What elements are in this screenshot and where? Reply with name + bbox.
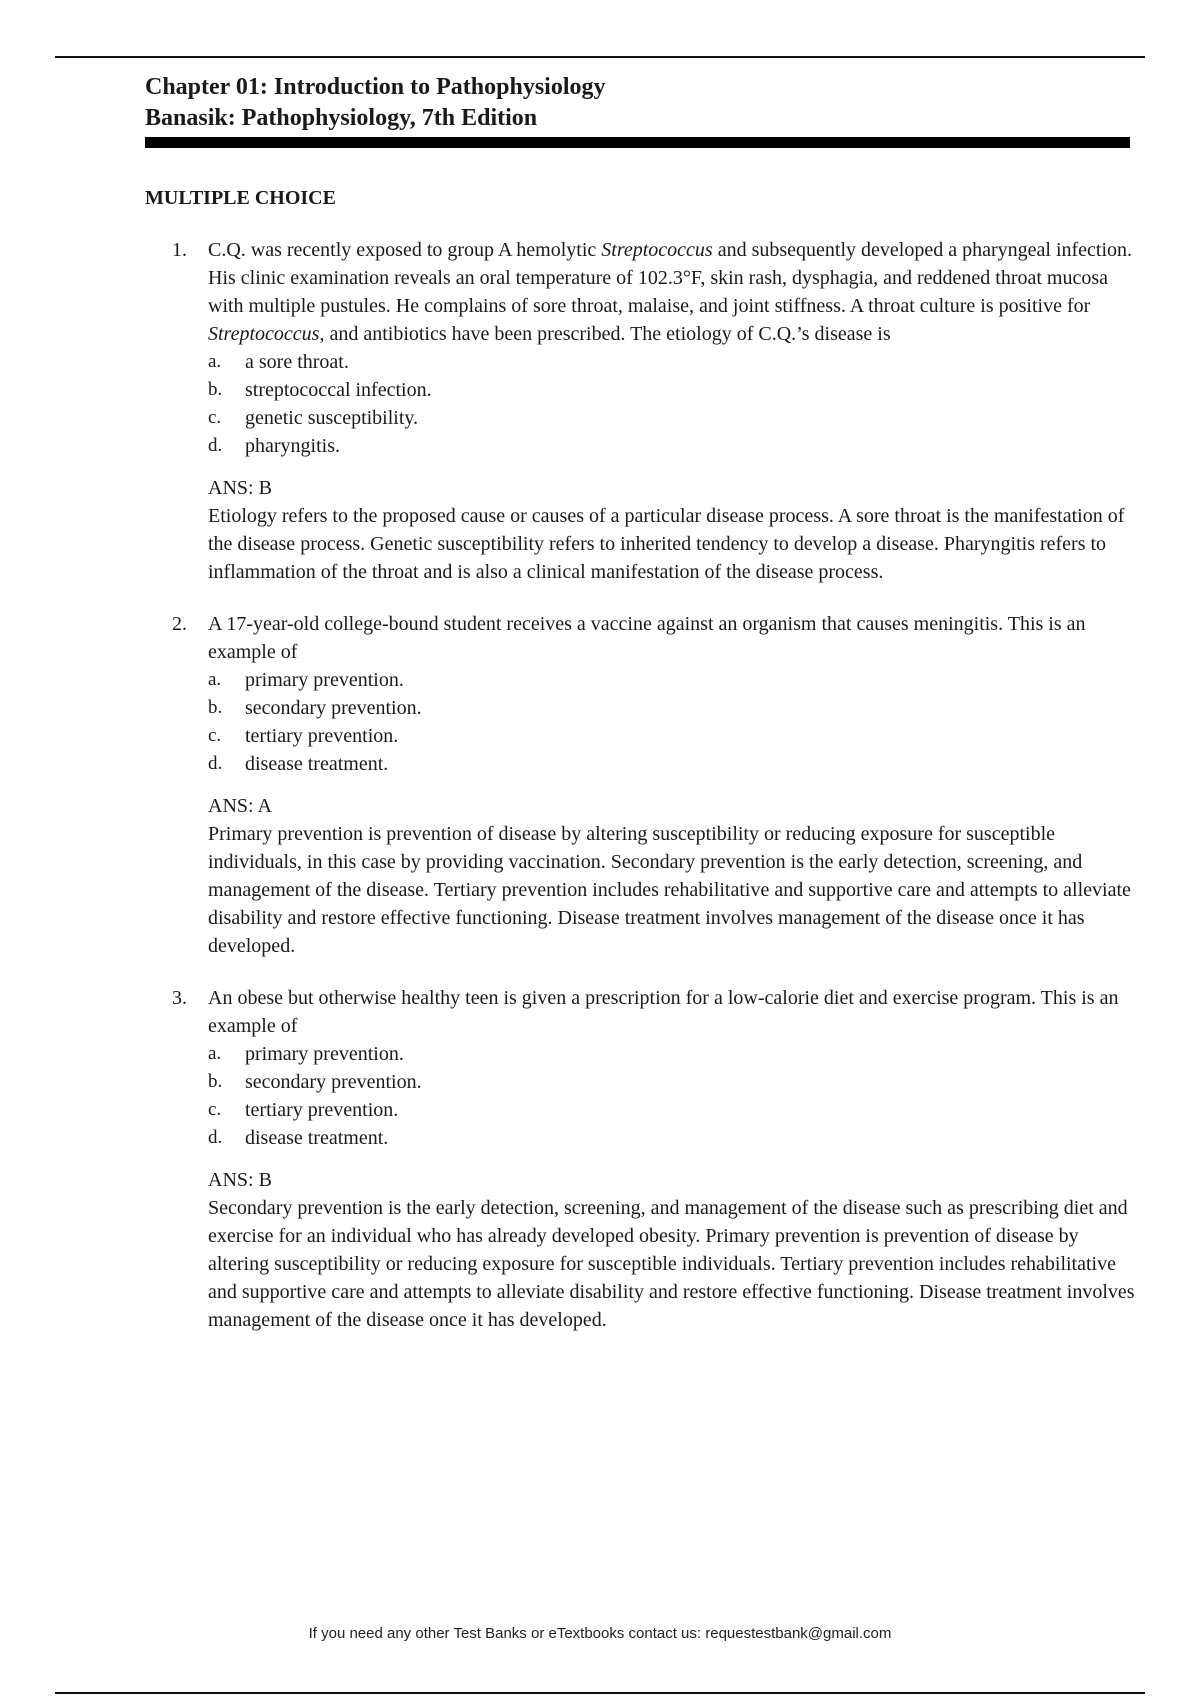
question-2	[145, 610, 1135, 960]
question-number: 1.	[172, 239, 187, 261]
option-list	[145, 348, 1135, 460]
option-text: streptococcal infection.	[245, 379, 432, 401]
answer-key: ANS: B	[208, 1169, 272, 1191]
option-d	[145, 432, 1135, 460]
stem-organism-italic: Streptococcus	[208, 323, 320, 345]
option-letter: c.	[208, 407, 222, 428]
section-title: MULTIPLE CHOICE	[145, 187, 336, 209]
option-b	[145, 1068, 1135, 1096]
question-stem	[145, 236, 1135, 348]
stem-text: , and antibiotics have been prescribed. The etiology of C.Q.’s disease is	[319, 323, 891, 345]
option-c	[145, 722, 1135, 750]
rationale: Secondary prevention is the early detection, screening, and management of the disease such as prescribing diet and exercise for an individual who has already developed obesity. Primary prevention is prevention of disease by altering susceptibility or reducing exposure for susceptible individuals. Tertiary prevention includes rehabilitative and supportive care and attempts to alleviate disability and restore effective functioning. Disease treatment involves management of the disease once it has developed.	[208, 1197, 1135, 1331]
option-letter: b.	[208, 1071, 223, 1092]
chapter-title: Chapter 01: Introduction to Pathophysiology	[145, 74, 606, 100]
rationale: Primary prevention is prevention of disease by altering susceptibility or reducing exposure for susceptible individuals, in this case by providing vaccination. Secondary prevention is the early detection, screening, and management of the disease. Tertiary prevention includes rehabilitative and supportive care and attempts to alleviate disability and restore effective functioning. Disease treatment involves management of the disease once it has developed.	[208, 823, 1131, 957]
footer-note: If you need any other Test Banks or eTextbooks contact us: requestestbank@gmail.com	[308, 1625, 892, 1642]
option-text: tertiary prevention.	[245, 1099, 399, 1121]
option-text: secondary prevention.	[245, 1071, 422, 1093]
stem-text: and subsequently developed a pharyngeal infection. His clinic examination reveals an oral temperature of 102.3°F, skin rash, dysphagia, and reddened throat mucosa with multiple pustules. He complains of sore throat, malaise, and joint stiffness. A throat culture is positive for	[208, 239, 1133, 317]
question-stem	[145, 984, 1135, 1040]
option-b	[145, 376, 1135, 404]
question-list	[145, 236, 1135, 1358]
option-a	[145, 1040, 1135, 1068]
option-d	[145, 1124, 1135, 1152]
stem-text: An obese but otherwise healthy teen is given a prescription for a low-calorie diet and exercise program. This is an example of	[208, 987, 1119, 1037]
option-text: primary prevention.	[245, 1043, 404, 1065]
question-number: 2.	[172, 613, 187, 635]
stem-text: A 17-year-old college-bound student receives a vaccine against an organism that causes meningitis. This is an example of	[208, 613, 1086, 663]
question-number: 3.	[172, 987, 187, 1009]
option-text: disease treatment.	[245, 753, 389, 775]
option-text: a sore throat.	[245, 351, 349, 373]
top-rule	[55, 56, 1145, 58]
option-letter: a.	[208, 351, 222, 372]
option-letter: b.	[208, 379, 223, 400]
option-letter: a.	[208, 1043, 222, 1064]
answer-key: ANS: B	[208, 477, 272, 499]
bottom-rule	[55, 1692, 1145, 1694]
option-text: tertiary prevention.	[245, 725, 399, 747]
option-letter: c.	[208, 725, 222, 746]
option-b	[145, 694, 1135, 722]
header-bar	[145, 137, 1130, 148]
option-text: pharyngitis.	[245, 435, 340, 457]
option-text: primary prevention.	[245, 669, 404, 691]
option-a	[145, 348, 1135, 376]
option-text: genetic susceptibility.	[245, 407, 419, 429]
option-text: secondary prevention.	[245, 697, 422, 719]
book-title: Banasik: Pathophysiology, 7th Edition	[145, 105, 538, 131]
question-1	[145, 236, 1135, 586]
option-list	[145, 1040, 1135, 1152]
option-letter: c.	[208, 1099, 222, 1120]
question-stem	[145, 610, 1135, 666]
option-c	[145, 1096, 1135, 1124]
stem-text: C.Q. was recently exposed to group A hemolytic	[208, 239, 602, 261]
option-text: disease treatment.	[245, 1127, 389, 1149]
option-letter: d.	[208, 1127, 223, 1148]
question-3	[145, 984, 1135, 1334]
document-header	[145, 72, 1130, 148]
answer-key: ANS: A	[208, 795, 272, 817]
option-letter: d.	[208, 753, 223, 774]
option-letter: b.	[208, 697, 223, 718]
option-letter: d.	[208, 435, 223, 456]
option-letter: a.	[208, 669, 222, 690]
option-list	[145, 666, 1135, 778]
rationale: Etiology refers to the proposed cause or causes of a particular disease process. A sore throat is the manifestation of the disease process. Genetic susceptibility refers to inherited tendency to develop a disease. Pharyngitis refers to inflammation of the throat and is also a clinical manifestation of the disease process.	[208, 505, 1125, 583]
stem-organism-italic: Streptococcus	[601, 239, 713, 261]
option-d	[145, 750, 1135, 778]
option-a	[145, 666, 1135, 694]
option-c	[145, 404, 1135, 432]
